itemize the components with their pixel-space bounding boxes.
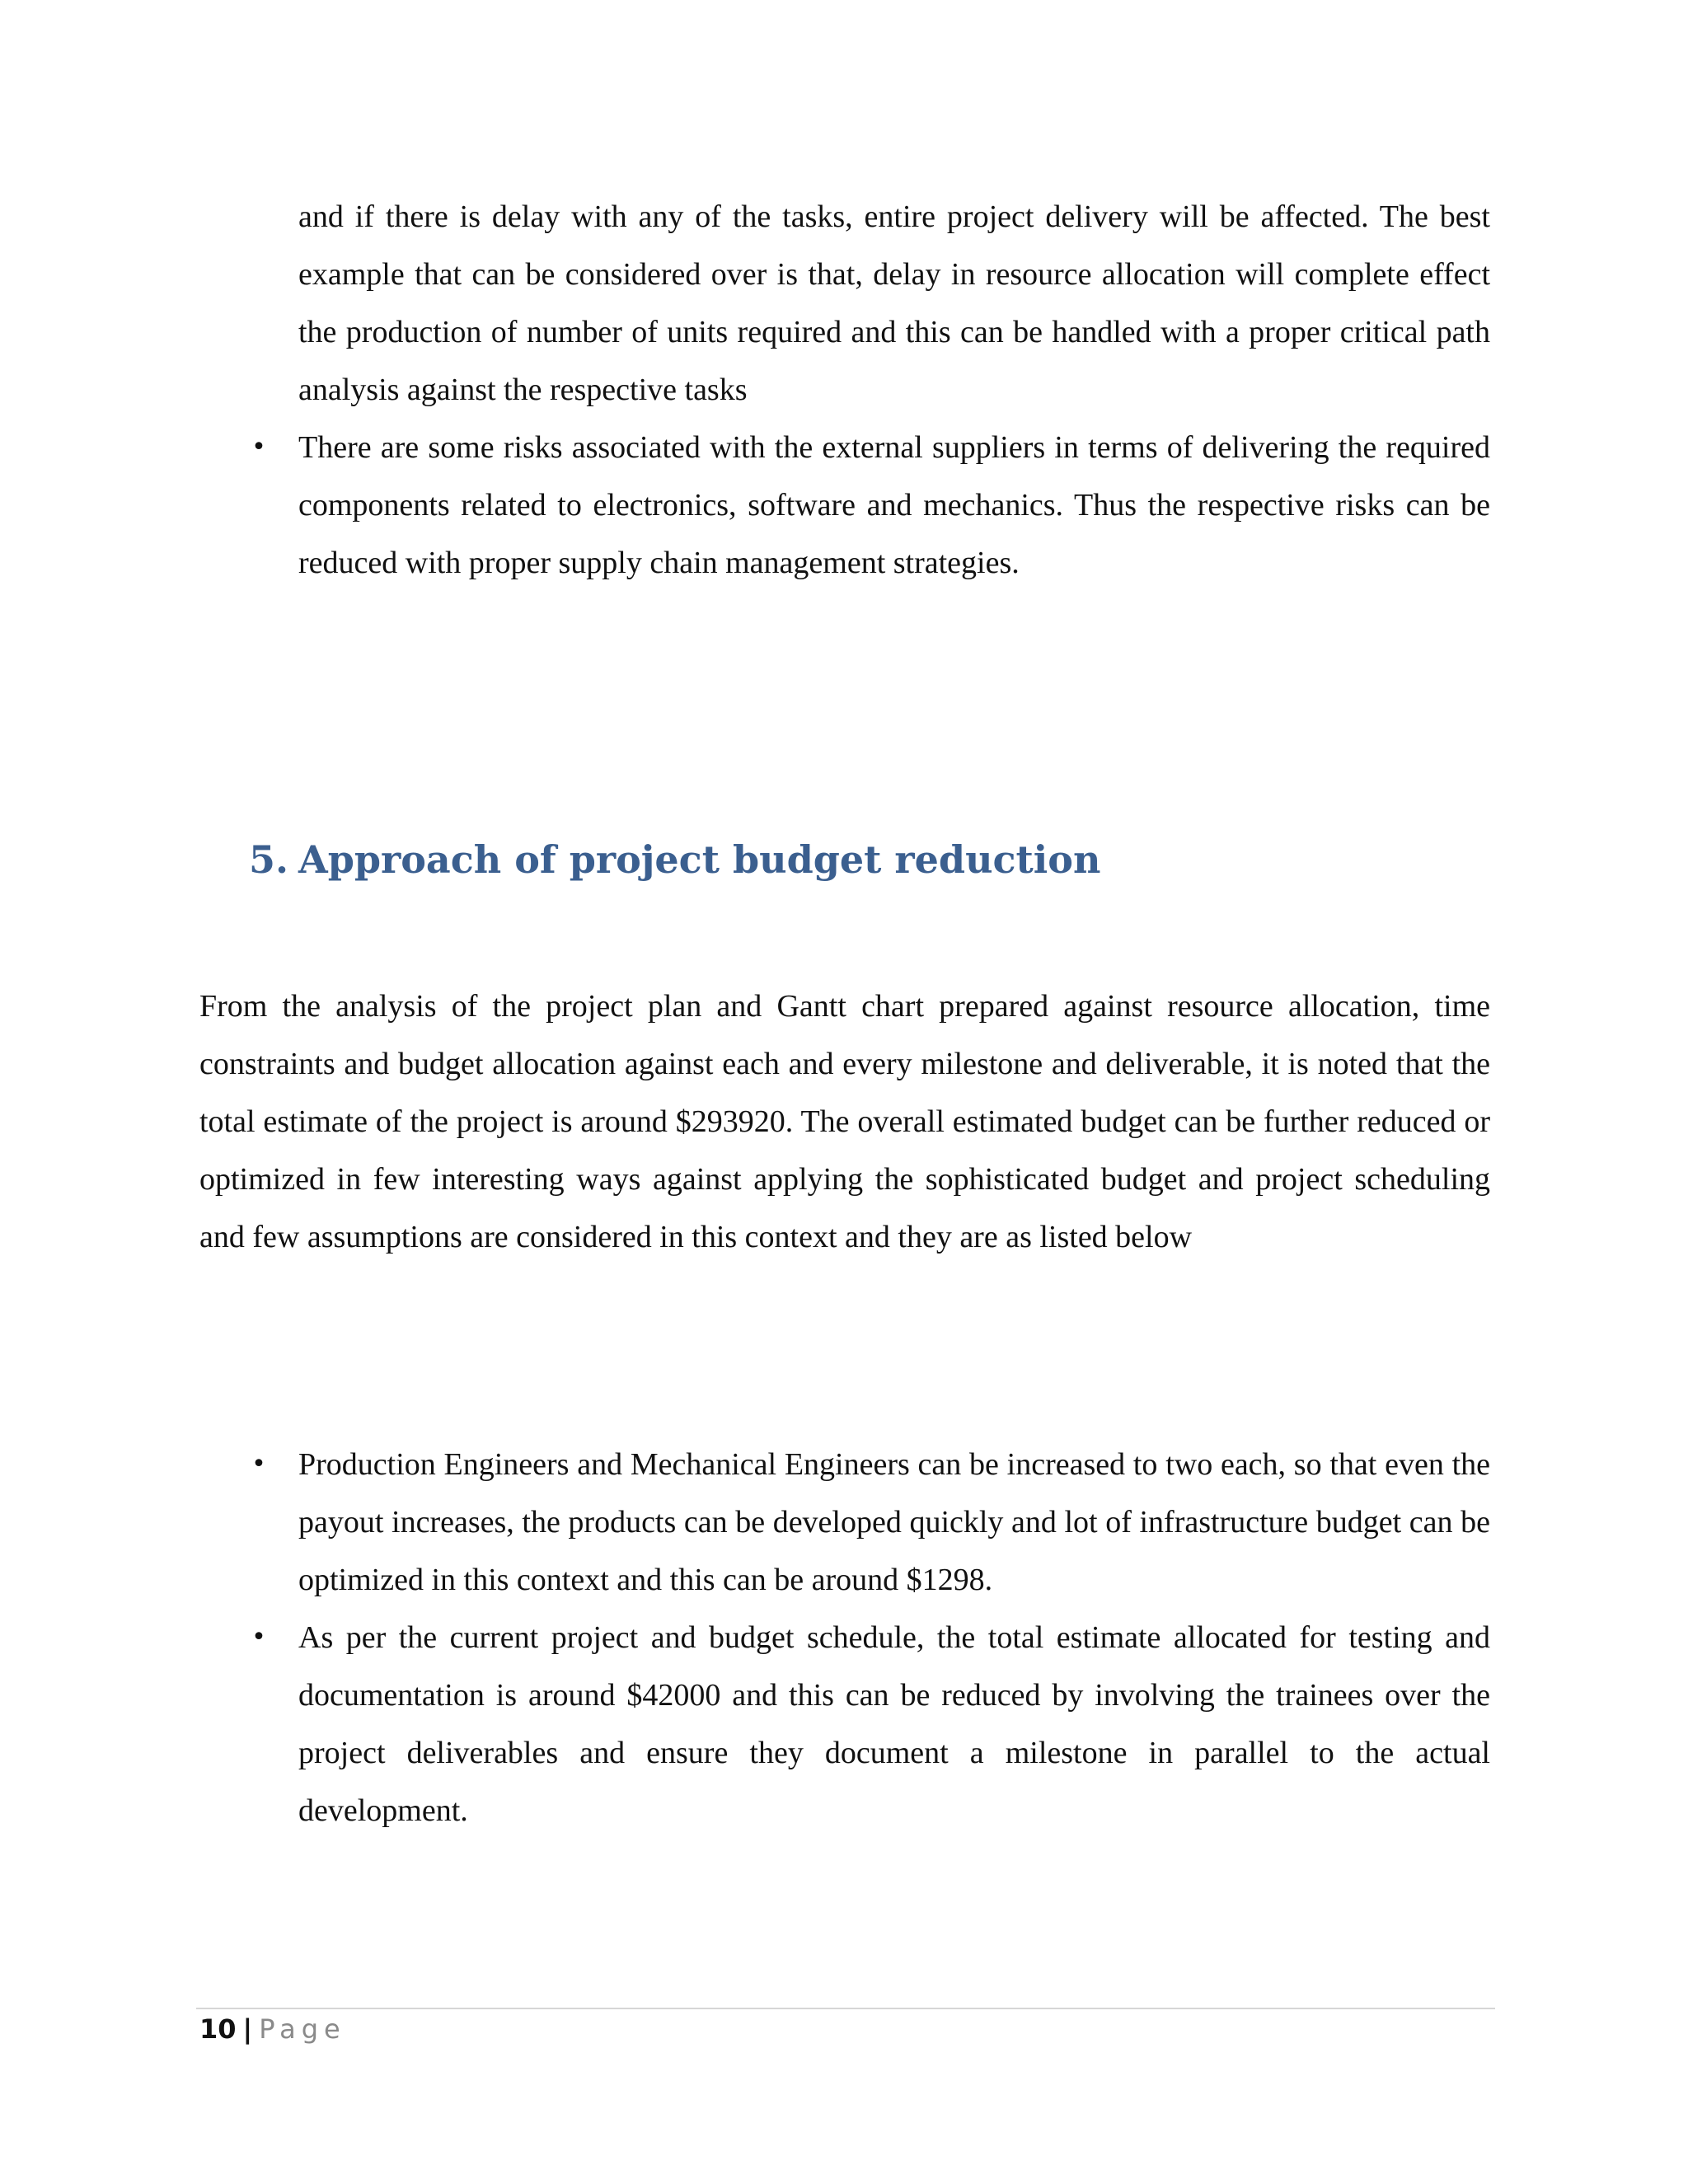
list-item <box>251 419 1490 592</box>
list-item <box>251 1609 1490 1840</box>
page-label: Page <box>259 2013 346 2045</box>
page-number: 10 <box>199 2013 237 2045</box>
continued-paragraph: and if there is delay with any of the tasks, entire project delivery will be affected. The best example that can be considered over is that, delay in resource allocation will complete effect the production of number of units required and this can be handled with a proper critical path analysis against the respective tasks <box>298 199 1490 407</box>
risk-bullet-list <box>251 419 1490 592</box>
list-item-text: Production Engineers and Mechanical Engineers can be increased to two each, so that even the payout increases, the products can be developed quickly and lot of infrastructure budget can be optimized in this context and this can be around $1298. <box>298 1447 1490 1597</box>
section-number: 5. <box>249 837 289 882</box>
list-item <box>251 1436 1490 1609</box>
page-footer <box>199 2009 346 2049</box>
section-title: Approach of project budget reduction <box>298 837 1101 882</box>
bullet-icon: • <box>251 433 266 462</box>
footer-separator: | <box>242 2013 253 2045</box>
bullet-icon: • <box>251 1623 266 1652</box>
list-item-text: As per the current project and budget schedule, the total estimate allocated for testing and documentation is around $42000 and this can be reduced by involving the trainees over the project deliverables and ensure they document a milestone in parallel to the actual development. <box>298 1620 1490 1828</box>
section-heading <box>249 831 1100 888</box>
bullet-icon: • <box>251 1450 266 1479</box>
footer-divider <box>196 2008 1495 2009</box>
budget-bullet-list <box>251 1436 1490 1840</box>
intro-paragraph: From the analysis of the project plan and Gantt chart prepared against resource allocation, time constraints and budget allocation against each and every milestone and deliverable, it is noted that the total estimate of the project is around $293920. The overall estimated budget can be further reduced or optimized in few interesting ways against applying the sophisticated budget and project scheduling and few assumptions are considered in this context and they are as listed below <box>199 989 1490 1254</box>
list-item-text: There are some risks associated with the external suppliers in terms of delivering the required components related to electronics, software and mechanics. Thus the respective risks can be reduced with proper supply chain management strategies. <box>298 430 1490 580</box>
